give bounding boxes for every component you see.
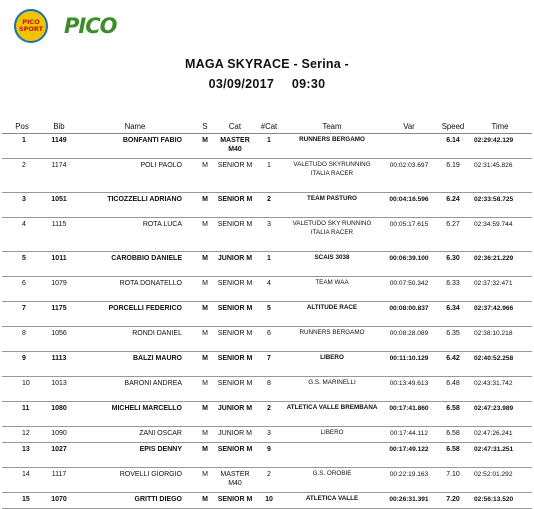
cell-bib: 1013	[42, 377, 76, 402]
cell-name: TICOZZELLI ADRIANO	[76, 193, 194, 218]
cell-speed: 6.27	[438, 218, 468, 252]
cell-bib: 1149	[42, 134, 76, 159]
cell-catpos: 9	[254, 443, 284, 468]
cell-pos: 15	[2, 493, 42, 509]
cell-s: M	[194, 252, 216, 277]
cell-team: SCAIS 3038	[284, 252, 380, 277]
table-row	[2, 159, 532, 193]
cell-s: M	[194, 468, 216, 493]
cell-cat: SENIOR M	[216, 352, 254, 377]
cell-var: 00:06:39.100	[380, 252, 438, 277]
header-logos	[14, 6, 116, 46]
cell-time: 02:37:42.966	[468, 302, 532, 327]
cell-catpos: 7	[254, 352, 284, 377]
cell-pos: 5	[2, 252, 42, 277]
cell-catpos: 2	[254, 193, 284, 218]
cell-var: 00:05:17.615	[380, 218, 438, 252]
cell-pos: 13	[2, 443, 42, 468]
cell-s: M	[194, 159, 216, 193]
cell-team: ATLETICA VALLE	[284, 493, 380, 509]
cell-s: M	[194, 218, 216, 252]
pico-logo-text: PICO	[64, 14, 117, 38]
cell-s: M	[194, 402, 216, 427]
cell-name: ZANI OSCAR	[76, 427, 194, 443]
cell-speed: 6.34	[438, 302, 468, 327]
cell-speed: 6.30	[438, 252, 468, 277]
cell-name: RONDI DANIEL	[76, 327, 194, 352]
cell-team: VALETUDO SKYRUNNING ITALIA RACER	[284, 159, 380, 193]
cell-team: LIBERO	[284, 352, 380, 377]
cell-cat: SENIOR M	[216, 377, 254, 402]
cell-var	[380, 134, 438, 159]
cell-var: 00:13:49.613	[380, 377, 438, 402]
cell-team: VALETUDO SKY RUNNING ITALIA RACER	[284, 218, 380, 252]
cell-pos: 11	[2, 402, 42, 427]
cell-name: BONFANTI FABIO	[76, 134, 194, 159]
cell-pos: 12	[2, 427, 42, 443]
cell-team	[284, 443, 380, 468]
col-time: Time	[468, 120, 532, 134]
cell-pos: 6	[2, 277, 42, 302]
cell-catpos: 4	[254, 277, 284, 302]
cell-s: M	[194, 327, 216, 352]
cell-pos: 4	[2, 218, 42, 252]
cell-time: 02:29:42.129	[468, 134, 532, 159]
table-row	[2, 427, 532, 443]
cell-time: 02:40:52.258	[468, 352, 532, 377]
cell-pos: 10	[2, 377, 42, 402]
cell-team: ALTITUDE RACE	[284, 302, 380, 327]
cell-speed: 6.58	[438, 443, 468, 468]
cell-s: M	[194, 443, 216, 468]
cell-catpos: 3	[254, 427, 284, 443]
cell-var: 00:02:03.697	[380, 159, 438, 193]
cell-time: 02:34:59.744	[468, 218, 532, 252]
cell-team: RUNNERS BERGAMO	[284, 134, 380, 159]
table-row	[2, 468, 532, 493]
table-row	[2, 377, 532, 402]
cell-cat: JUNIOR M	[216, 427, 254, 443]
cell-bib: 1027	[42, 443, 76, 468]
cell-s: M	[194, 427, 216, 443]
cell-speed: 6.24	[438, 193, 468, 218]
table-row	[2, 277, 532, 302]
cell-s: M	[194, 193, 216, 218]
logo1-text-1: PICO	[22, 18, 40, 26]
cell-bib: 1175	[42, 302, 76, 327]
cell-speed: 6.58	[438, 427, 468, 443]
cell-name: BARONI ANDREA	[76, 377, 194, 402]
cell-catpos: 5	[254, 302, 284, 327]
cell-pos: 9	[2, 352, 42, 377]
cell-var: 00:17:41.860	[380, 402, 438, 427]
cell-cat: SENIOR M	[216, 277, 254, 302]
race-date: 03/09/2017	[208, 77, 275, 91]
cell-catpos: 1	[254, 134, 284, 159]
results-table	[2, 120, 532, 509]
cell-cat: MASTER M40	[216, 134, 254, 159]
cell-name: BALZI MAURO	[76, 352, 194, 377]
cell-speed: 6.33	[438, 277, 468, 302]
table-row	[2, 327, 532, 352]
cell-cat: SENIOR M	[216, 302, 254, 327]
cell-pos: 2	[2, 159, 42, 193]
table-row	[2, 134, 532, 159]
cell-catpos: 3	[254, 218, 284, 252]
cell-team: TEAM WAA	[284, 277, 380, 302]
cell-cat: JUNIOR M	[216, 252, 254, 277]
cell-var: 00:04:16.596	[380, 193, 438, 218]
cell-team: ATLETICA VALLE BREMBANA	[284, 402, 380, 427]
cell-var: 00:17:44.112	[380, 427, 438, 443]
cell-time: 02:56:13.520	[468, 493, 532, 509]
cell-bib: 1117	[42, 468, 76, 493]
col-pos: Pos	[2, 120, 42, 134]
results-body	[2, 134, 532, 509]
table-row	[2, 352, 532, 377]
pico-logo	[64, 10, 116, 42]
cell-time: 02:43:31.742	[468, 377, 532, 402]
cell-time: 02:52:01.292	[468, 468, 532, 493]
cell-pos: 8	[2, 327, 42, 352]
cell-var: 00:26:31.391	[380, 493, 438, 509]
cell-s: M	[194, 277, 216, 302]
col-catpos: #Cat	[254, 120, 284, 134]
cell-team: TEAM PASTURO	[284, 193, 380, 218]
cell-speed: 6.58	[438, 402, 468, 427]
cell-var: 00:08:28.089	[380, 327, 438, 352]
cell-speed: 6.42	[438, 352, 468, 377]
col-cat: Cat	[216, 120, 254, 134]
table-row	[2, 252, 532, 277]
cell-speed: 6.14	[438, 134, 468, 159]
cell-cat: SENIOR M	[216, 493, 254, 509]
cell-pos: 14	[2, 468, 42, 493]
race-date-time	[0, 77, 534, 91]
cell-s: M	[194, 377, 216, 402]
col-team: Team	[284, 120, 380, 134]
table-row	[2, 402, 532, 427]
cell-time: 02:47:31.251	[468, 443, 532, 468]
cell-speed: 6.48	[438, 377, 468, 402]
cell-pos: 3	[2, 193, 42, 218]
cell-catpos: 10	[254, 493, 284, 509]
cell-pos: 7	[2, 302, 42, 327]
cell-s: M	[194, 352, 216, 377]
cell-speed: 7.20	[438, 493, 468, 509]
cell-cat: MASTER M40	[216, 468, 254, 493]
cell-bib: 1051	[42, 193, 76, 218]
cell-var: 00:22:19.163	[380, 468, 438, 493]
cell-bib: 1056	[42, 327, 76, 352]
cell-time: 02:36:21.229	[468, 252, 532, 277]
results-header-row	[2, 120, 532, 134]
cell-bib: 1113	[42, 352, 76, 377]
cell-team: G.S. MARINELLI	[284, 377, 380, 402]
cell-bib: 1079	[42, 277, 76, 302]
cell-catpos: 2	[254, 468, 284, 493]
cell-time: 02:37:32.471	[468, 277, 532, 302]
cell-name: EPIS DENNY	[76, 443, 194, 468]
cell-catpos: 1	[254, 159, 284, 193]
cell-cat: SENIOR M	[216, 218, 254, 252]
cell-var: 00:11:10.129	[380, 352, 438, 377]
cell-catpos: 6	[254, 327, 284, 352]
cell-time: 02:31:45.826	[468, 159, 532, 193]
cell-team: LIBERO	[284, 427, 380, 443]
cell-var: 00:08:00.837	[380, 302, 438, 327]
table-row	[2, 443, 532, 468]
cell-speed: 6.19	[438, 159, 468, 193]
cell-name: CAROBBIO DANIELE	[76, 252, 194, 277]
cell-var: 00:17:49.122	[380, 443, 438, 468]
race-start-time: 09:30	[291, 77, 326, 91]
cell-cat: JUNIOR M	[216, 402, 254, 427]
cell-name: ROTA LUCA	[76, 218, 194, 252]
pico-sport-logo	[14, 9, 48, 43]
cell-bib: 1070	[42, 493, 76, 509]
cell-pos: 1	[2, 134, 42, 159]
cell-time: 02:33:58.725	[468, 193, 532, 218]
race-title: MAGA SKYRACE - Serina -	[185, 57, 349, 71]
cell-catpos: 2	[254, 402, 284, 427]
table-row	[2, 193, 532, 218]
col-name: Name	[76, 120, 194, 134]
cell-bib: 1011	[42, 252, 76, 277]
logo1-text-2: SPORT	[18, 25, 44, 33]
cell-team: G.S. OROBIE	[284, 468, 380, 493]
col-var: Var	[380, 120, 438, 134]
col-speed: Speed	[438, 120, 468, 134]
cell-cat: SENIOR M	[216, 193, 254, 218]
cell-bib: 1090	[42, 427, 76, 443]
table-row	[2, 302, 532, 327]
cell-s: M	[194, 134, 216, 159]
cell-name: POLI PAOLO	[76, 159, 194, 193]
cell-speed: 6.35	[438, 327, 468, 352]
cell-s: M	[194, 493, 216, 509]
cell-catpos: 1	[254, 252, 284, 277]
cell-name: PORCELLI FEDERICO	[76, 302, 194, 327]
cell-cat: SENIOR M	[216, 327, 254, 352]
cell-time: 02:47:23.989	[468, 402, 532, 427]
cell-time: 02:38:10.218	[468, 327, 532, 352]
cell-team: RUNNERS BERGAMO	[284, 327, 380, 352]
cell-name: GRITTI DIEGO	[76, 493, 194, 509]
table-row	[2, 493, 532, 509]
col-sex: S	[194, 120, 216, 134]
cell-bib: 1174	[42, 159, 76, 193]
cell-cat: SENIOR M	[216, 159, 254, 193]
cell-var: 00:07:50.342	[380, 277, 438, 302]
cell-cat: SENIOR M	[216, 443, 254, 468]
table-row	[2, 218, 532, 252]
cell-bib: 1080	[42, 402, 76, 427]
cell-catpos: 8	[254, 377, 284, 402]
cell-bib: 1115	[42, 218, 76, 252]
cell-s: M	[194, 302, 216, 327]
cell-time: 02:47:26.241	[468, 427, 532, 443]
cell-speed: 7.10	[438, 468, 468, 493]
cell-name: MICHELI MARCELLO	[76, 402, 194, 427]
col-bib: Bib	[42, 120, 76, 134]
cell-name: ROVELLI GIORGIO	[76, 468, 194, 493]
cell-name: ROTA DONATELLO	[76, 277, 194, 302]
